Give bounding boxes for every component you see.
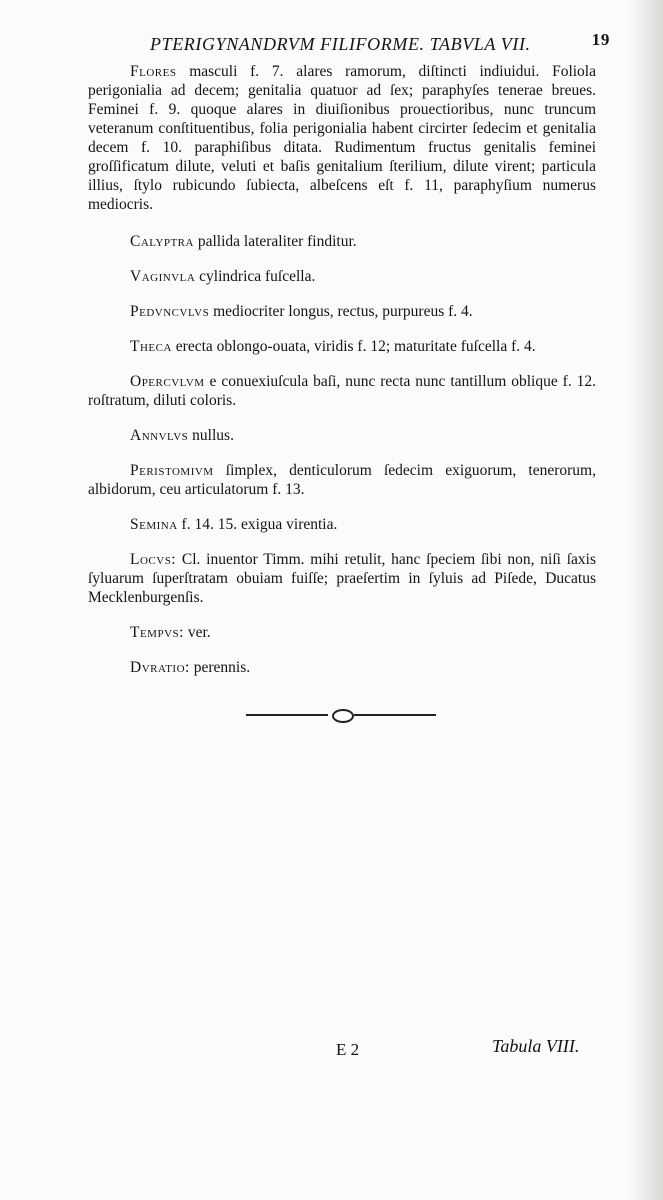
- rule-right: [354, 714, 436, 716]
- paragraph-peristomium: [88, 461, 596, 499]
- rule-knot-icon: [332, 709, 354, 723]
- paragraph-text: mediocriter longus, rectus, purpureus f. 4.: [209, 303, 473, 320]
- paragraph-lead: Locvs:: [130, 551, 177, 568]
- paragraph-lead: Pedvncvlvs: [130, 303, 210, 320]
- paragraph-calyptra: [88, 232, 596, 251]
- paragraph-lead: Flores: [130, 63, 177, 80]
- paragraph-text: f. 14. 15. exigua virentia.: [177, 516, 338, 533]
- paragraph-text: Cl. inuentor Timm. mihi retulit, hanc ſpeciem ſibi non, niſi ſaxis ſyluarum ſuperſtratam obuiam fuiſſe; praeſertim in ſyluis ad Piſede, Ducatus Mecklenburgenſis.: [88, 551, 596, 606]
- running-title: PTERIGYNANDRVM FILIFORME. TABVLA VII.: [150, 34, 531, 54]
- paragraph-pedunculus: [88, 302, 596, 321]
- paragraph-operculum: [88, 372, 596, 410]
- paragraph-text: ſimplex, denticulorum ſedecim exiguorum, tenerorum, albidorum, ceu articulatorum f. 13.: [88, 462, 596, 498]
- paragraph-locus: [88, 550, 596, 607]
- paragraph-lead: Annvlvs: [130, 427, 189, 444]
- paragraph-tempus: [88, 623, 596, 642]
- running-header: [150, 30, 610, 60]
- page-number: 19: [591, 30, 610, 49]
- page-edge-shadow: [629, 0, 663, 1200]
- catchword: Tabula VIII.: [492, 1036, 580, 1056]
- signature-mark: E 2: [336, 1040, 360, 1059]
- paragraph-theca: [88, 337, 596, 356]
- paragraph-duratio: [88, 658, 596, 677]
- ornamental-rule: [246, 708, 436, 722]
- paragraph-vaginula: [88, 267, 596, 286]
- paragraph-lead: Calyptra: [130, 233, 194, 250]
- paragraph-text: pallida lateraliter finditur.: [193, 233, 357, 250]
- paragraph-lead: Opercvlvm: [130, 373, 205, 390]
- paragraph-lead: Peristomivm: [130, 462, 214, 479]
- paragraph-text: masculi f. 7. alares ramorum, diſtincti indiuidui. Foliola perigonialia ad decem; genitalia quatuor ad ſex; paraphyſes tenerae breues. Feminei f. 9. quoque alares in diuiſionibus prouectioribus, nunc truncum veteranum conſtituentibus, folia perigonialia habent circirter ſedecim et genitalia decem f. 10. paraphiſibus ditata. Rudimentum fructus genitalis feminei groſſificatum dilute, veluti et baſis genitalium ſterilium, dilute virent; particula illius, ſtylo rubicundo ſubiecta, albeſcens eſt f. 11, paraphyſium numerus mediocris.: [88, 63, 596, 213]
- body-text: [88, 62, 596, 693]
- paragraph-text: nullus.: [188, 427, 234, 444]
- paragraph-annulus: [88, 426, 596, 445]
- paragraph-text: perennis.: [189, 659, 251, 676]
- paragraph-text: ver.: [183, 624, 211, 641]
- paragraph-lead: Tempvs:: [130, 624, 184, 641]
- paragraph-lead: Semina: [130, 516, 178, 533]
- paragraph-lead: Dvratio:: [130, 659, 190, 676]
- paragraph-text: e conuexiuſcula baſi, nunc recta nunc tantillum oblique f. 12. roſtratum, diluti coloris.: [88, 373, 596, 409]
- paragraph-flores: [88, 62, 596, 214]
- paragraph-semina: [88, 515, 596, 534]
- rule-left: [246, 714, 328, 716]
- paragraph-lead: Theca: [130, 338, 172, 355]
- paragraph-text: erecta oblongo-ouata, viridis f. 12; maturitate fuſcella f. 4.: [171, 338, 536, 355]
- paragraph-lead: Vaginvla: [130, 268, 196, 285]
- paragraph-text: cylindrica fuſcella.: [195, 268, 316, 285]
